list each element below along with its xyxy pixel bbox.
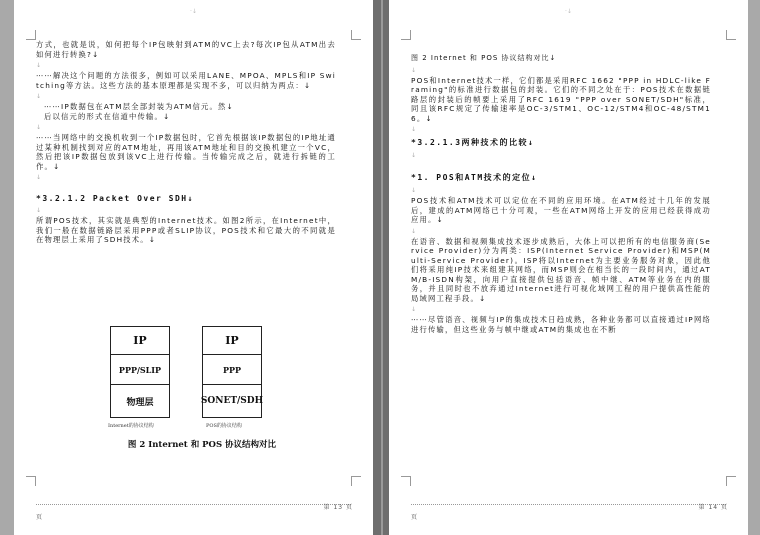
blank-line: ↓ <box>411 187 417 194</box>
paragraph: ⋯⋯当网络中的交换机收到一个IP数据包时，它首先根据该IP数据包的IP地址通过某种机制找到对应的ATM地址，再用该ATM地址和目的交换机建立一个VC，然后把该IP数据包放到该VC上进行传输。当传输完成之后，就进行拆链的工作。↓ <box>36 133 336 171</box>
footer-label: 页 <box>36 514 43 521</box>
blank-line <box>411 161 711 170</box>
blank-line: ↓ <box>36 207 42 214</box>
stack-layer: PPP <box>203 355 261 385</box>
internet-protocol-stack <box>110 326 170 418</box>
section-heading: *3.2.1.3两种技术的比较↓ <box>411 138 535 147</box>
document-page-right <box>389 0 748 535</box>
paragraph: POS技术和ATM技术可以定位在不同的应用环境。在ATM经过十几年的发展后，建成的ATM网络已十分可观，一些在ATM网络上开发的应用已经获得成功应用。↓ <box>411 196 711 224</box>
crop-mark <box>26 476 36 486</box>
crop-mark <box>401 476 411 486</box>
blank-line <box>36 183 336 192</box>
page-body <box>411 54 711 337</box>
page-top-mark: ·↓ <box>565 8 572 15</box>
figure-sublabel: POS的协议结构 <box>206 423 242 429</box>
caption-line: 图 2 Internet 和 POS 协议结构对比↓ <box>411 54 557 62</box>
blank-line: ↓ <box>36 124 42 131</box>
stack-layer: IP <box>111 327 169 355</box>
paragraph: 后以信元的形式在信道中传输。↓ <box>44 111 171 121</box>
figure-caption: 图 2 Internet 和 POS 协议结构对比 <box>127 440 277 450</box>
stack-layer: IP <box>203 327 261 355</box>
document-page-left <box>14 0 373 535</box>
section-heading: *1. POS和ATM技术的定位↓ <box>411 173 538 182</box>
paragraph: 方式，也就是说，如何把每个IP包映射到ATM的VC上去?每次IP包从ATM出去如何进行转换?↓ <box>36 40 336 59</box>
page-body <box>36 40 336 248</box>
paragraph: 所谓POS技术，其实就是典型的Internet技术。如图2所示，在Internet中，我们一般在数据链路层采用PPP或者SLIP协议，POS技术和它最大的不同就是在物理层上采用了SDH技术。↓ <box>36 216 336 244</box>
figure-sublabel: Internet的协议结构 <box>108 423 154 429</box>
blank-line: ↓ <box>411 126 417 133</box>
crop-mark <box>726 476 736 486</box>
stack-layer: 物理层 <box>126 397 154 408</box>
paragraph: ⋯⋯尽管语音、视频与IP的集成技术日趋成熟，各种业务都可以直接通过IP网络进行传输，但这些业务与帧中继或ATM的集成也在不断 <box>411 315 711 334</box>
blank-line: ↓ <box>36 174 42 181</box>
paragraph: ⋯⋯IP数据包在ATM层全部封装为ATM信元。然↓ <box>44 102 234 111</box>
pos-protocol-stack <box>202 326 262 418</box>
blank-line: ↓ <box>411 152 417 159</box>
page-number: 第 13 页 <box>323 504 353 511</box>
footer-label: 页 <box>411 514 418 521</box>
crop-mark <box>351 30 361 40</box>
blank-line: ↓ <box>411 306 417 313</box>
footer-rule <box>411 504 726 505</box>
blank-line: ↓ <box>411 66 417 74</box>
blank-line: ↓ <box>411 227 417 235</box>
gutter-edge <box>381 0 383 535</box>
paragraph: ⋯⋯解决这个问题的方法很多，例如可以采用LANE、MPOA、MPLS和IP Switching等方法。这些方法的基本原理都是实现不多，可以归纳为两点：↓ <box>36 71 336 90</box>
page-top-mark: ·↓ <box>190 8 197 15</box>
crop-mark <box>401 30 411 40</box>
protocol-figure <box>102 326 302 471</box>
section-heading: *3.2.1.2 Packet Over SDH↓ <box>36 194 194 203</box>
paragraph: 在语音、数据和视频集成技术逐步成熟后，大体上可以把所有的电信服务商(Service Provider)分为两类：ISP(Internet Service Provider)和MSP(Multi-Service Provider)。ISP将以Internet为主要业务服务对象，因此他们将采用纯IP技术来组建其网络，而MSP则会在相当长的一段时间内，通过ATM/B-ISDN构架，向用户直接提供包括语音、帧中继、ATM等业务在内的服务，并且同时也不放弃通过Internet进行可视化域网工程的用户提供高性能的局域网工程手段。↓ <box>411 236 711 303</box>
blank-line: ↓ <box>36 93 42 100</box>
stack-layer: PPP/SLIP <box>111 355 169 385</box>
footer-rule <box>36 504 351 505</box>
crop-mark <box>726 30 736 40</box>
stack-layer: SONET/SDH <box>200 396 264 406</box>
crop-mark <box>351 476 361 486</box>
blank-line: ↓ <box>36 62 42 69</box>
crop-mark <box>26 30 36 40</box>
page-number: 第 14 页 <box>698 504 728 511</box>
paragraph: POS和Internet技术一样，它们都是采用RFC 1662 "PPP in HDLC-like Framing"的标准进行数据包的封装。它们的不同之处在于：POS技术在数据链路层的封装后的帧要上采用了RFC 1619 "PPP over SONET/SDH"标准，同且该RFC规定了传输速率是OC-3/STM1、OC-12/STM4和OC-48/STM16。↓ <box>411 75 711 123</box>
